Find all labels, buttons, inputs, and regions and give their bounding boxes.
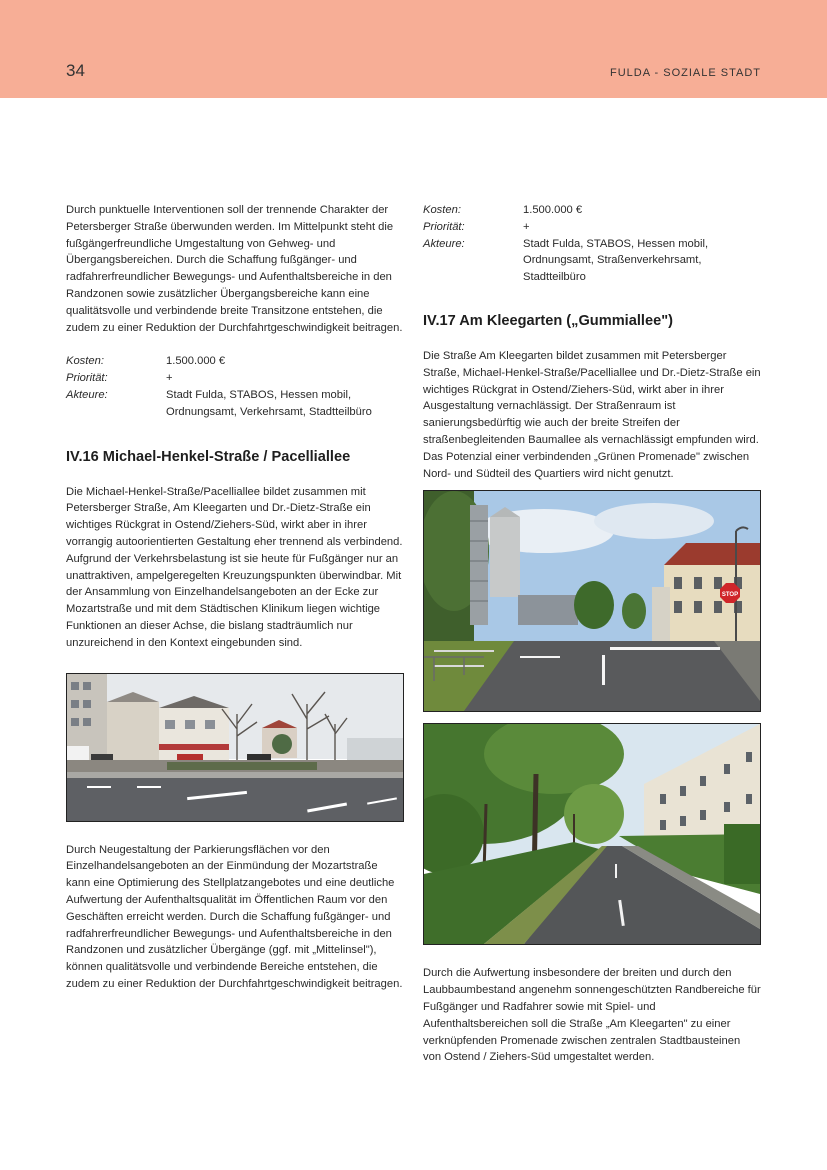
page-number: 34 — [66, 61, 85, 80]
intro-paragraph: Durch punktuelle Interventionen soll der trennende Charakter der Petersberger Straße überwunden werden. Im Mittelpunkt steht die fußgängerfreundliche Umgestaltung von Gehweg- und Übergangsbereichen. Durch die Schaffung fußgänger- und radfahrerfreundlicher Bewegungs- und Aufenthaltsbereiche in den Randzonen sowie zusätzlicher Übergangsbereiche kann eine qualitätsvolle und verbindende breite Transitzone entstehen, die zudem zu einer Reduktion der Durchfahrtgeschwindigkeit beitragen. — [66, 204, 403, 334]
facts-key: Akteure: — [66, 388, 108, 401]
facts-key: Kosten: — [423, 204, 461, 216]
section-heading: IV.16 Michael-Henkel-Straße / Pacelliallee — [66, 448, 351, 465]
section-heading: IV.17 Am Kleegarten („Gummiallee") — [423, 312, 673, 329]
measure-paragraph: Durch Neugestaltung der Parkierungsflächen vor den Einzelhandelsangeboten an der Einmündung der Mozartstraße kann eine Optimierung des Stellplatzangebotes und eine deutliche Aufwertung der Aufenthaltsqualität im Öffentlichen Raum vor den Geschäften erreicht werden. Durch die Schaffung fußgänger- und radfahrerfreundlicher Bewegungs- und Aufenthaltsbereiche in den Randzonen und zusätzlicher Übergänge (ggf. mit „Mittelinsel"), können qualitätsvolle und verbindende Bereiche entstehen, die zudem zu einer Reduktion der Durchfahrtgeschwindigkeit beitragen. — [66, 843, 403, 990]
facts-row-akteure — [66, 387, 404, 421]
description-paragraph: Die Michael-Henkel-Straße/Pacelliallee bildet zusammen mit Petersberger Straße, Am Kleegarten und Dr.-Dietz-Straße ein wichtiges Rückgrat in Ostend/Ziehers-Süd, wirkt aber in ihrer vorrangig autoorientierten Gestaltung eher trennend als verbindend. Aufgrund der Verkehrsbelastung ist sie heute für Fußgänger nur an unattraktiven, ampelgeregelten Kreuzungspunkten überwindbar. Mit der Ansammlung von Einzelhandelsangeboten an der Ecke zur Mozartstraße und mit dem Städtischen Klinikum liegen wichtige Funktionen an dieser Achse, die bislang stadträumlich nur unzureichend in den Kontext eingebunden sind. — [66, 485, 403, 649]
facts-row-prioritaet — [423, 219, 761, 236]
facts-table — [66, 353, 404, 420]
description-paragraph: Die Straße Am Kleegarten bildet zusammen mit Petersberger Straße, Michael-Henkel-Straße/Pacelliallee und Dr.-Dietz-Straße ein wichtiges Rückgrat in Ostend/Ziehers-Süd, wirkt aber in ihrer Ausgestaltung vernachlässigt. Der Straßenraum ist sanierungsbedürftig wie auch der breite Streifen der straßenbegleitenden Baumallee als vernachlässigt empfunden wird. Das Potenzial einer verbindenden „Grünen Promenade" zwischen Nord- und Südteil des Quartiers wird nicht genutzt. — [423, 349, 761, 480]
right-column — [423, 202, 761, 1066]
facts-key: Priorität: — [423, 220, 465, 233]
stop-sign-text: STOP — [721, 592, 739, 599]
facts-value: Stadt Fulda, STABOS, Hessen mobil, Ordnungsamt, Verkehrsamt, Stadtteilbüro — [166, 388, 372, 418]
facts-table — [423, 202, 761, 286]
measure-paragraph: Durch die Aufwertung insbesondere der breiten und durch den Laubbaumbestand angenehm sonnengeschützten Randbereiche für Fußgänger und Radfahrer sowie mit Spiel- und Aufenthaltsbereichen soll die Straße „Am Kleegarten" zu einer verknüpfenden Promenade zwischen zentralen Stadtbausteinen von Ostend / Ziehers-Süd umgestaltet werden. — [423, 967, 761, 1064]
facts-key: Priorität: — [66, 372, 108, 385]
left-column — [66, 202, 404, 993]
street-photo-kleegarten-intersection — [423, 490, 761, 712]
street-photo-pacelliallee — [66, 673, 404, 822]
facts-value: 1.500.000 € — [166, 355, 226, 368]
facts-value: Stadt Fulda, STABOS, Hessen mobil, Ordnungsamt, Straßenverkehrsamt, Stadtteilbüro — [523, 237, 709, 284]
facts-row-kosten — [423, 202, 761, 219]
facts-key: Akteure: — [423, 237, 465, 250]
facts-value: 1.500.000 € — [523, 204, 583, 216]
running-title: FULDA - SOZIALE STADT — [610, 67, 761, 79]
facts-value: + — [166, 372, 173, 385]
header-band — [0, 0, 827, 98]
street-photo-kleegarten-promenade — [423, 723, 761, 945]
facts-row-akteure — [423, 236, 761, 286]
facts-key: Kosten: — [66, 355, 104, 368]
facts-value: + — [523, 220, 530, 233]
facts-row-kosten — [66, 353, 404, 370]
facts-row-prioritaet — [66, 370, 404, 387]
